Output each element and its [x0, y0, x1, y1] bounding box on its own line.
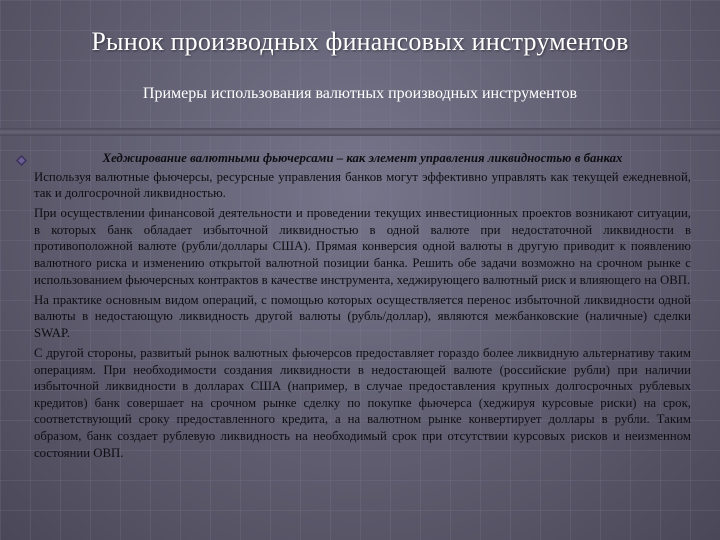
slide-body: [34, 150, 691, 465]
paragraph: Используя валютные фьючерсы, ресурсные управления банков могут эффективно управлять как текущей ежедневной, так и долгосрочной ликвидностью.: [34, 169, 691, 201]
slide-subtitle: Примеры использования валютных производных инструментов: [142, 85, 578, 102]
title-divider: [0, 128, 720, 136]
section-heading: Хеджирование валютными фьючерсами – как элемент управления ликвидностью в банках: [102, 151, 623, 165]
paragraph: С другой стороны, развитый рынок валютных фьючерсов предоставляет гораздо более ликвидную альтернативу таким операциям. При необходимости создания ликвидности в недостающей валюте (российские рубли) при наличии избыточной ликвидности в долларах США (например, в случае предоставления крупных долгосрочных рублевых кредитов) банк совершает на срочном рынке сделку по покупке фьючерса (хеджируя курсовые риски) на срок, соответствующий сроку предоставленного кредита, а на валютном рынке конвертирует доллары в рубли. Таким образом, банк создает рублевую ликвидность на необходимый срок при отсутствии курсовых рисков и неизменном состоянии ОВП.: [34, 346, 691, 460]
slide-title: Рынок производных финансовых инструментов: [91, 27, 629, 56]
paragraph: На практике основным видом операций, с помощью которых осуществляется перенос избыточной ликвидности одной валюты в недостающую ликвидность другой валюты (рубль/доллар), являются межбанковские (наличные) сделки SWAP.: [34, 292, 691, 340]
paragraph: При осуществлении финансовой деятельности и проведении текущих инвестиционных проектов возникают ситуации, в которых банк обладает избыточной ликвидностью в одной валюте при недостаточной ликвидности в противоположной валюте (рубли/доллары США). Прямая конверсия одной валюты в другую приводит к появлению валютного риска и изменению открытой валютной позиции банка. Решить обе задачи возможно на срочном рынке с использованием фьючерсных контрактов в качестве инструмента, хеджирующего валютный риск и влияющего на ОВП.: [34, 206, 691, 287]
diamond-bullet-icon: [16, 155, 27, 166]
